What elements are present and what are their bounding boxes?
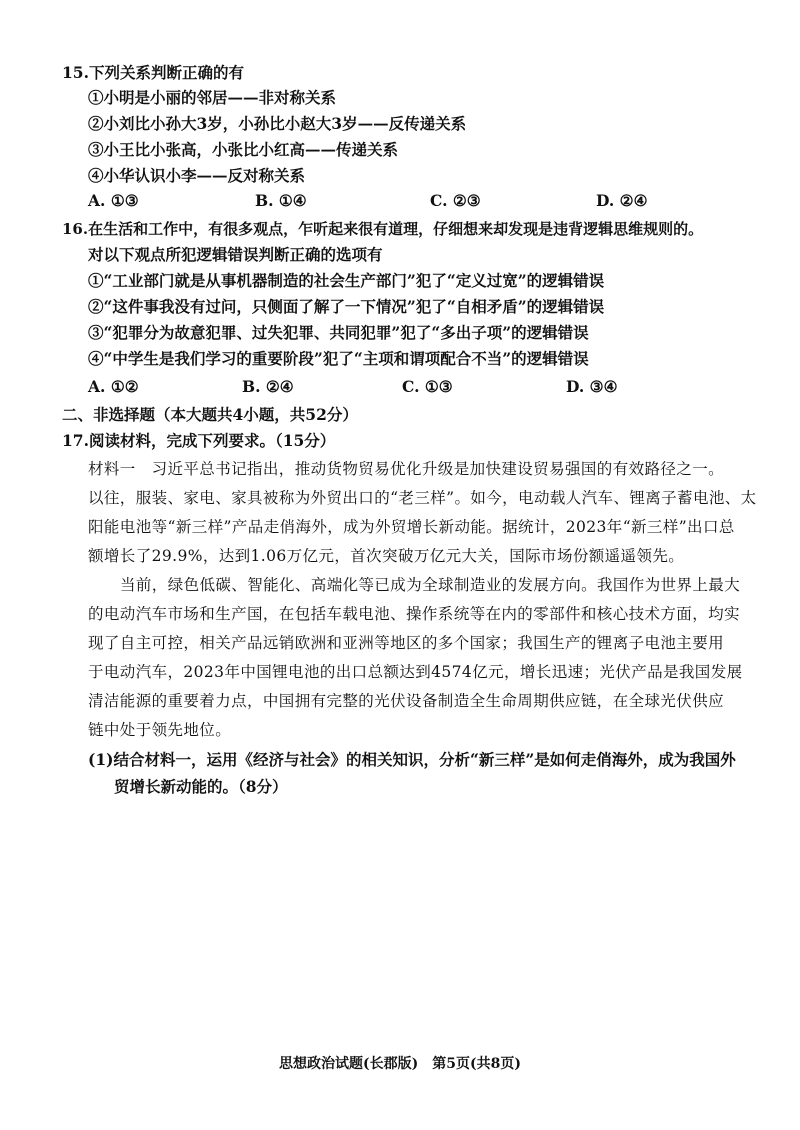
material1-line-2: 以往，服装、家电、家具被称为外贸出口的“老三样”。如今，电动载人汽车、锂离子蓄电池、太: [88, 489, 757, 507]
q16-option-d: D. ③④: [566, 377, 618, 396]
material1-line-6: 的电动汽车市场和生产国，在包括车载电池、操作系统等在内的零部件和核心技术方面，均实: [88, 605, 740, 623]
q15-option-d: D. ②④: [596, 191, 648, 210]
q15-option-c: C. ②③: [430, 191, 481, 210]
q16-item-4: ④“中学生是我们学习的重要阶段”犯了“主项和谓项配合不当”的逻辑错误: [88, 349, 589, 368]
q15-item-2: ②小刘比小孙大3岁，小孙比小赵大3岁——反传递关系: [88, 114, 467, 133]
material1-line-10: 链中处于领先地位。: [88, 721, 232, 739]
material1-line-5: 当前，绿色低碳、智能化、高端化等已成为全球制造业的发展方向。我国作为世界上最大: [120, 576, 741, 594]
section-heading: 二、非选择题（本大题共4小题，共52分）: [62, 405, 358, 424]
q15-item-1: ①小明是小丽的邻居——非对称关系: [88, 88, 337, 107]
q15-option-a: A. ①③: [88, 191, 139, 210]
page-footer: 思想政治试题(长郡版) 第5页(共8页): [279, 1056, 521, 1072]
q16-item-3: ③“犯罪分为故意犯罪、过失犯罪、共同犯罪”犯了“多出子项”的逻辑错误: [88, 323, 589, 342]
q15-option-b: B. ①④: [255, 191, 307, 210]
q17-sub1-line1: (1)结合材料一，运用《经济与社会》的相关知识，分析“新三样”是如何走俏海外，成为我国外: [88, 750, 736, 769]
q17-sub1-line2: 贸增长新动能的。（8分）: [114, 777, 288, 796]
q17-stem: 17.阅读材料，完成下列要求。（15分）: [62, 431, 336, 450]
material1-line-8: 于电动汽车，2023年中国锂电池的出口总额达到4574亿元，增长迅速；光伏产品是我国发展: [88, 663, 743, 681]
q15-item-4: ④小华认识小李——反对称关系: [88, 166, 306, 185]
material1-line-3: 阳能电池等“新三样”产品走俏海外，成为外贸增长新动能。据统计，2023年“新三样”出口总: [88, 518, 735, 536]
q16-option-a: A. ①②: [88, 377, 139, 396]
material1-line-9: 清洁能源的重要着力点，中国拥有完整的光伏设备制造全生命周期供应链，在全球光伏供应: [88, 692, 725, 710]
q16-option-b: B. ②④: [242, 377, 294, 396]
q16-stem-line1: 16.在生活和工作中，有很多观点，乍听起来很有道理，仔细想来却发现是违背逻辑思维规则的。: [62, 220, 704, 238]
q16-stem-line2: 对以下观点所犯逻辑错误判断正确的选项有: [88, 245, 383, 264]
q15-stem: 15.下列关系判断正确的有: [62, 63, 244, 82]
material1-line-1: 材料一 习近平总书记指出，推动货物贸易优化升级是加快建设贸易强国的有效路径之一。: [88, 460, 725, 478]
material1-line-4: 额增长了29.9%，达到1.06万亿元，首次突破万亿元大关，国际市场份额遥遥领先。: [88, 547, 685, 565]
q16-option-c: C. ①③: [402, 377, 453, 396]
q15-item-3: ③小王比小张高，小张比小红高——传递关系: [88, 140, 399, 159]
q16-item-1: ①“工业部门就是从事机器制造的社会生产部门”犯了“定义过宽”的逻辑错误: [88, 271, 605, 290]
material1-line-7: 现了自主可控，相关产品远销欧洲和亚洲等地区的多个国家；我国生产的锂离子电池主要用: [88, 634, 725, 652]
q16-item-2: ②“这件事我没有过问，只侧面了解了一下情况”犯了“自相矛盾”的逻辑错误: [88, 297, 605, 316]
